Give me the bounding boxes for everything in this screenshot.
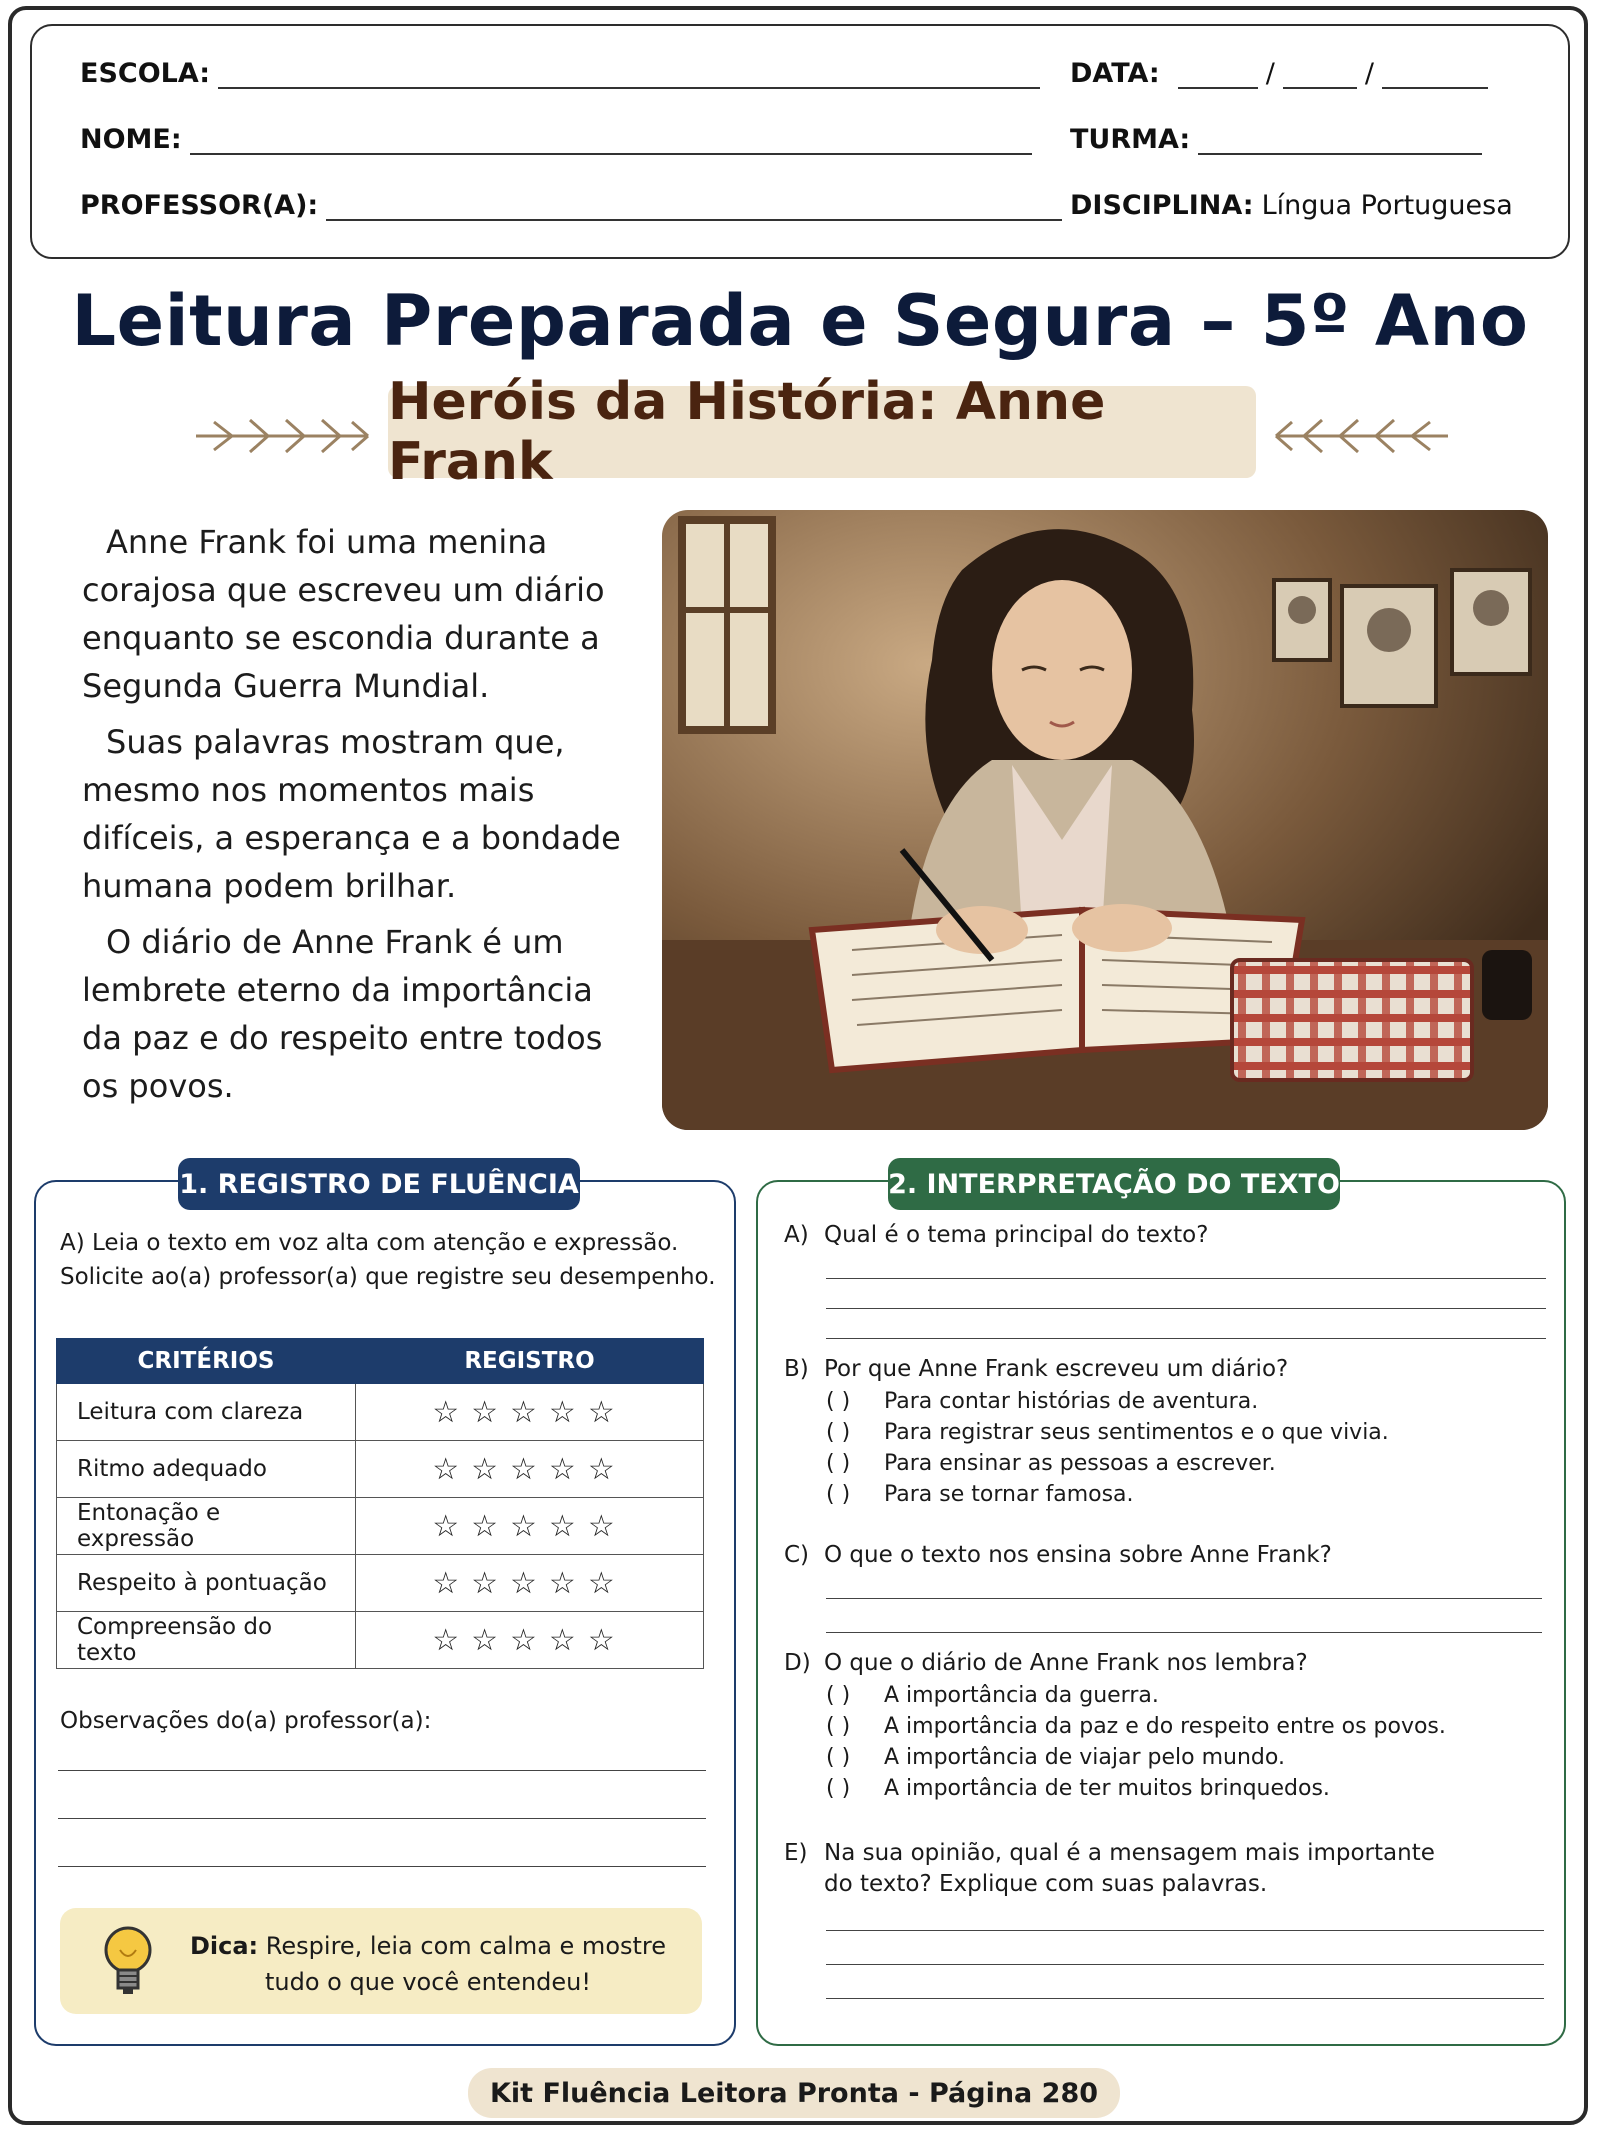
school-line[interactable]: [218, 61, 1040, 89]
tip-box: [60, 1908, 702, 2014]
subject-field: DISCIPLINA: Língua Portuguesa: [1070, 190, 1513, 221]
answer-line[interactable]: [826, 1338, 1546, 1339]
tip-label: Dica:: [189, 1932, 259, 1960]
table-row: [57, 1612, 704, 1669]
story-paragraph: Anne Frank foi uma menina corajosa que escreveu um diário enquanto se escondia durante a Segunda Guerra Mundial.: [82, 523, 605, 705]
tip-line: tudo o que você entendeu!: [265, 1968, 591, 1996]
anne-frank-writing-illustration: [662, 510, 1548, 1130]
table-row: [57, 1555, 704, 1612]
page-footer: Kit Fluência Leitora Pronta - Página 280: [468, 2068, 1120, 2118]
subject-value: Língua Portuguesa: [1261, 190, 1513, 221]
story-paragraph: Suas palavras mostram que, mesmo nos momentos mais difíceis, a esperança e a bondade humana podem brilhar.: [82, 723, 621, 905]
option-item[interactable]: ( ) A importância de viajar pelo mundo.: [826, 1745, 1285, 1770]
criterion-label: Leitura com clareza: [57, 1384, 356, 1441]
answer-line[interactable]: [826, 1278, 1546, 1279]
answer-line[interactable]: [826, 1930, 1544, 1931]
instruction-line: A) Leia o texto em voz alta com atenção e expressão.: [60, 1230, 679, 1256]
record-column-header: REGISTRO: [356, 1339, 704, 1384]
star-rating[interactable]: ☆☆☆☆☆: [356, 1441, 704, 1498]
option-item[interactable]: ( ) Para contar histórias de aventura.: [826, 1389, 1259, 1414]
teacher-field: PROFESSOR(A):: [80, 190, 1062, 221]
criterion-label: Ritmo adequado: [57, 1441, 356, 1498]
option-item[interactable]: ( ) A importância de ter muitos brinquedos.: [826, 1776, 1330, 1801]
question-d: D) O que o diário de Anne Frank nos lembra?: [784, 1650, 1308, 1676]
tip-text: [188, 1928, 668, 2000]
teacher-line[interactable]: [326, 193, 1062, 221]
answer-line[interactable]: [826, 1632, 1542, 1633]
date-field: DATA: / /: [1070, 58, 1488, 89]
subtitle: Heróis da História: Anne Frank: [388, 372, 1106, 492]
option-item[interactable]: ( ) A importância da guerra.: [826, 1683, 1159, 1708]
instruction-line: Solicite ao(a) professor(a) que registre seu desempenho.: [60, 1264, 716, 1290]
criterion-label: Entonação e expressão: [57, 1498, 356, 1555]
option-item[interactable]: ( ) A importância da paz e do respeito entre os povos.: [826, 1714, 1446, 1739]
answer-line[interactable]: [826, 1964, 1544, 1965]
criteria-column-header: CRITÉRIOS: [57, 1339, 356, 1384]
answer-line[interactable]: [826, 1308, 1546, 1309]
lightbulb-icon: [100, 1924, 156, 2000]
right-leaf-sprig-icon: [1272, 414, 1452, 458]
story-text: [82, 518, 642, 1118]
date-month-line[interactable]: [1283, 61, 1357, 89]
story-paragraph: O diário de Anne Frank é um lembrete eterno da importância da paz e do respeito entre todos os povos.: [82, 923, 603, 1105]
tip-line: Respire, leia com calma e mostre: [265, 1932, 667, 1960]
criterion-label: Respeito à pontuação: [57, 1555, 356, 1612]
fluency-instruction: [60, 1226, 720, 1294]
question-c: C) O que o texto nos ensina sobre Anne Frank?: [784, 1542, 1332, 1568]
question-a: A) Qual é o tema principal do texto?: [784, 1222, 1209, 1248]
table-row: [57, 1441, 704, 1498]
star-rating[interactable]: ☆☆☆☆☆: [356, 1498, 704, 1555]
answer-line[interactable]: [826, 1598, 1542, 1599]
table-row: [57, 1498, 704, 1555]
name-line[interactable]: [190, 127, 1032, 155]
subtitle-band: [388, 372, 1256, 492]
interpretation-section: [756, 1180, 1566, 2046]
left-leaf-sprig-icon: [192, 414, 372, 458]
class-line[interactable]: [1198, 127, 1482, 155]
observations-line[interactable]: [58, 1866, 706, 1867]
answer-line[interactable]: [826, 1998, 1544, 1999]
criterion-label: Compreensão do texto: [57, 1612, 356, 1669]
observations-line[interactable]: [58, 1770, 706, 1771]
star-rating[interactable]: ☆☆☆☆☆: [356, 1555, 704, 1612]
school-field: ESCOLA:: [80, 58, 1040, 89]
option-item[interactable]: ( ) Para ensinar as pessoas a escrever.: [826, 1451, 1276, 1476]
interpretation-section-title: 2. INTERPRETAÇÃO DO TEXTO: [888, 1158, 1340, 1210]
page-title: Leitura Preparada e Segura – 5º Ano: [71, 280, 1529, 362]
question-e: E) Na sua opinião, qual é a mensagem mais importante do texto? Explique com suas palavras.: [784, 1840, 1435, 1897]
observations-line[interactable]: [58, 1818, 706, 1819]
name-field: NOME:: [80, 124, 1032, 155]
star-rating[interactable]: ☆☆☆☆☆: [356, 1384, 704, 1441]
star-rating[interactable]: ☆☆☆☆☆: [356, 1612, 704, 1669]
table-row: [57, 1384, 704, 1441]
question-b: B) Por que Anne Frank escreveu um diário?: [784, 1356, 1289, 1382]
option-item[interactable]: ( ) Para registrar seus sentimentos e o que vivia.: [826, 1420, 1389, 1445]
option-item[interactable]: ( ) Para se tornar famosa.: [826, 1482, 1134, 1507]
date-day-line[interactable]: [1178, 61, 1258, 89]
class-field: TURMA:: [1070, 124, 1482, 155]
observations-label: Observações do(a) professor(a):: [60, 1708, 432, 1734]
date-year-line[interactable]: [1382, 61, 1488, 89]
fluency-criteria-table: [56, 1338, 704, 1669]
fluency-section-title: 1. REGISTRO DE FLUÊNCIA: [178, 1158, 580, 1210]
